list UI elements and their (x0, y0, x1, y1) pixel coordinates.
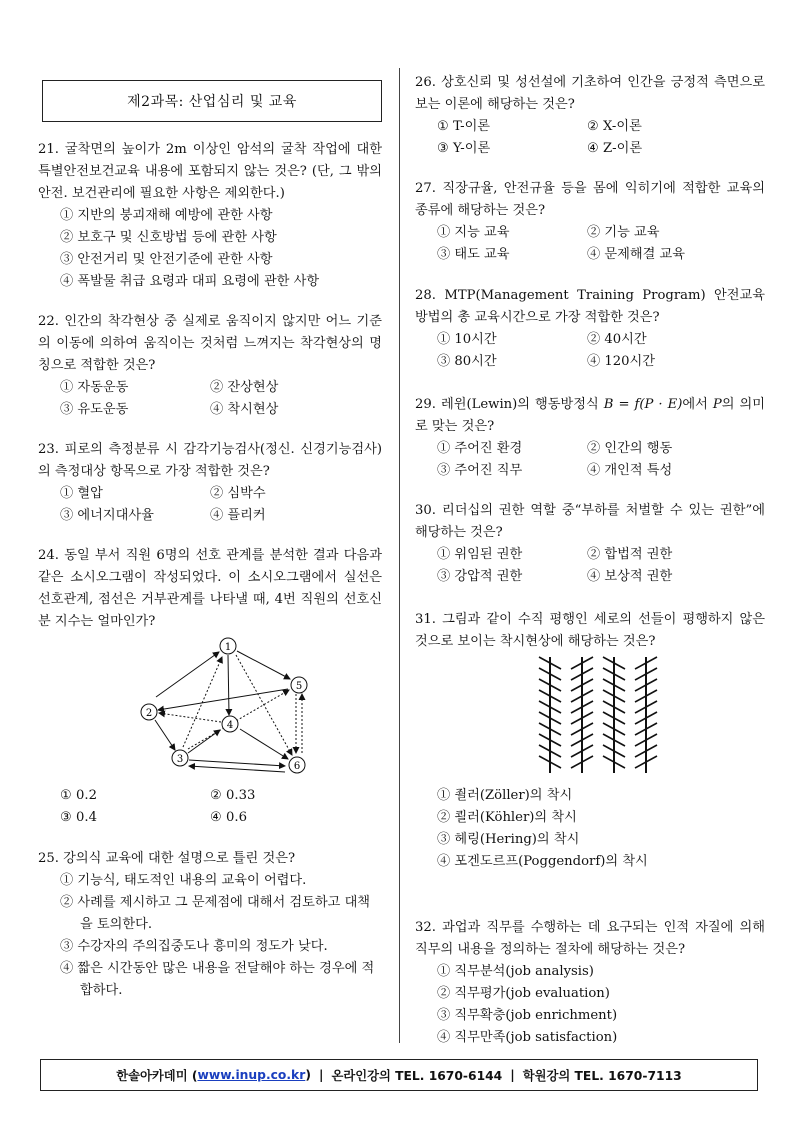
option-3[interactable]: ③ 에너지대사율 (60, 508, 154, 523)
question-stem (415, 394, 765, 438)
edge-3-6 (189, 760, 285, 766)
option-2[interactable]: ② 직무평가(job evaluation) (437, 986, 610, 1001)
option-2[interactable]: ② 쾰러(Köhler)의 착시 (437, 810, 577, 825)
question-stem: 30. 리더십의 권한 역할 중“부하를 처벌할 수 있는 권한”에 해당하는 것은? (415, 503, 765, 540)
option-1[interactable]: ① 죌러(Zöller)의 착시 (437, 788, 573, 803)
option-3[interactable]: ③ Y-이론 (437, 141, 491, 156)
option-4[interactable]: ④ 문제해결 교육 (587, 247, 686, 262)
option-4[interactable]: ④ 짧은 시간동안 많은 내용을 전달해야 하는 경우에 적합하다. (60, 961, 375, 998)
option-4[interactable]: ④ 플리커 (210, 508, 266, 523)
edge-6-3 (189, 766, 285, 772)
question-24-options (60, 785, 380, 829)
question-stem: 31. 그림과 같이 수직 평행인 세로의 선들이 평행하지 않은 것으로 보이는 착시현상에 해당하는 것은? (415, 612, 765, 649)
node-4: 4 (226, 720, 234, 731)
footer-website-link[interactable]: www.inup.co.kr (197, 1068, 306, 1082)
question-31-options (437, 785, 767, 873)
option-2[interactable]: ② 보호구 및 신호방법 등에 관한 사항 (60, 230, 277, 245)
option-2[interactable]: ② 0.33 (210, 788, 256, 803)
node-2: 2 (145, 708, 153, 719)
question-23 (38, 439, 382, 527)
question-stem: 27. 직장규율, 안전규율 등을 몸에 익히기에 적합한 교육의 종류에 해당하는 것은? (415, 181, 765, 218)
option-4[interactable]: ④ 보상적 권한 (587, 569, 673, 584)
option-1[interactable]: ① 위임된 권한 (437, 547, 523, 562)
edge-1-4 (228, 655, 229, 715)
option-1[interactable]: ① 0.2 (60, 788, 97, 803)
sociogram-diagram (130, 635, 320, 775)
option-3[interactable]: ③ 안전거리 및 안전기준에 관한 사항 (60, 252, 273, 267)
question-22 (38, 311, 382, 421)
node-6: 6 (293, 761, 301, 772)
lewin-formula: B = f(P · E) (603, 397, 683, 412)
question-stem: 21. 굴착면의 높이가 2m 이상인 암석의 굴착 작업에 대한 특별안전보건교육 내용에 포함되지 않는 것은? (단, 그 밖의 안전. 보건관리에 필요한 사항은 제외한다.) (38, 142, 382, 201)
edge-3-1 (183, 657, 222, 747)
question-stem: 23. 피로의 측정분류 시 감각기능검사(정신. 신경기능검사)의 측정대상 항목으로 가장 적합한 것은? (38, 442, 382, 479)
footer-name: 한솔아카데미 ( (116, 1069, 198, 1083)
subject-title: 제2과목: 산업심리 및 교육 (127, 94, 297, 110)
variable-p: P (712, 397, 722, 412)
option-4[interactable]: ④ 폭발물 취급 요령과 대피 요령에 관한 사항 (60, 274, 320, 289)
stem-text: 29. 레윈(Lewin)의 행동방정식 (415, 397, 604, 412)
option-2[interactable]: ② 합법적 권한 (587, 547, 673, 562)
question-30 (415, 500, 765, 588)
question-stem: 22. 인간의 착각현상 중 실제로 움직이지 않지만 어느 기준의 이동에 의하여 움직이는 것처럼 느껴지는 착각현상의 명칭으로 적합한 것은? (38, 314, 382, 373)
stem-text: 에서 (682, 397, 713, 412)
option-2[interactable]: ② 기능 교육 (587, 225, 660, 240)
question-25 (38, 848, 382, 1002)
option-1[interactable]: ① 혈압 (60, 486, 103, 501)
option-3[interactable]: ③ 태도 교육 (437, 247, 510, 262)
option-1[interactable]: ① 10시간 (437, 332, 497, 347)
edge-3-5 (188, 690, 289, 749)
edge-1-5 (237, 651, 290, 679)
option-3[interactable]: ③ 수강자의 주의집중도나 흥미의 정도가 낮다. (60, 939, 328, 954)
option-4[interactable]: ④ 포겐도르프(Poggendorf)의 착시 (437, 854, 648, 869)
footer-separator: | (510, 1068, 515, 1082)
question-stem: 25. 강의식 교육에 대한 설명으로 틀린 것은? (38, 851, 296, 866)
option-4[interactable]: ④ 직무만족(job satisfaction) (437, 1030, 618, 1045)
question-stem: 26. 상호신뢰 및 성선설에 기초하여 인간을 긍정적 측면으로 보는 이론에 해당하는 것은? (415, 75, 765, 112)
edge-1-6 (236, 655, 292, 755)
question-28 (415, 285, 765, 373)
footer-name-close: ) (305, 1068, 311, 1082)
option-3[interactable]: ③ 헤링(Hering)의 착시 (437, 832, 580, 847)
option-2[interactable]: ② 심박수 (210, 486, 266, 501)
option-4[interactable]: ④ 120시간 (587, 354, 656, 369)
node-5: 5 (295, 681, 303, 692)
option-2[interactable]: ② 사례를 제시하고 그 문제점에 대해서 검토하고 대책을 토의한다. (60, 895, 371, 932)
option-4[interactable]: ④ 착시현상 (210, 402, 279, 417)
footer-separator: | (318, 1068, 324, 1082)
option-3[interactable]: ③ 주어진 직무 (437, 463, 523, 478)
option-3[interactable]: ③ 80시간 (437, 354, 497, 369)
option-1[interactable]: ① 기능식, 태도적인 내용의 교육이 어렵다. (60, 873, 307, 888)
column-divider (399, 68, 400, 1043)
edge-2-3 (155, 720, 175, 750)
subject-title-box (42, 80, 382, 122)
option-3[interactable]: ③ 유도운동 (60, 402, 129, 417)
option-2[interactable]: ② X-이론 (587, 119, 642, 134)
option-1[interactable]: ① T-이론 (437, 119, 491, 134)
question-stem: 28. MTP(Management Training Program) 안전교육 방법의 총 교육시간으로 가장 적합한 것은? (415, 288, 765, 325)
question-27 (415, 178, 765, 266)
option-3[interactable]: ③ 0.4 (60, 810, 97, 825)
zollner-illusion-figure (530, 655, 670, 775)
question-26 (415, 72, 765, 160)
option-1[interactable]: ① 자동운동 (60, 380, 129, 395)
question-29 (415, 394, 765, 482)
edge-3-4 (188, 730, 220, 753)
stem-text: 의 의미로 맞는 것은? (415, 397, 766, 434)
option-1[interactable]: ① 지능 교육 (437, 225, 510, 240)
option-4[interactable]: ④ Z-이론 (587, 141, 643, 156)
edge-4-6 (240, 729, 288, 759)
option-4[interactable]: ④ 0.6 (210, 810, 247, 825)
option-2[interactable]: ② 40시간 (587, 332, 647, 347)
node-3: 3 (176, 754, 184, 765)
option-4[interactable]: ④ 개인적 특성 (587, 463, 673, 478)
question-21 (38, 139, 382, 293)
option-2[interactable]: ② 잔상현상 (210, 380, 279, 395)
node-1: 1 (224, 642, 232, 653)
question-31 (415, 609, 765, 653)
option-3[interactable]: ③ 직무확충(job enrichment) (437, 1008, 618, 1023)
question-stem: 24. 동일 부서 직원 6명의 선호 관계를 분석한 결과 다음과 같은 소시오그램이 작성되었다. 이 소시오그램에서 실선은 선호관계, 점선은 거부관계를 나타낼 때, 4번 직원의 선호신분 지수는 얼마인가? (38, 548, 382, 629)
option-3[interactable]: ③ 강압적 권한 (437, 569, 523, 584)
option-1[interactable]: ① 직무분석(job analysis) (437, 964, 594, 979)
page-footer (40, 1059, 758, 1091)
option-2[interactable]: ② 인간의 행동 (587, 441, 673, 456)
edge-2-1 (156, 652, 219, 697)
edge-4-2 (159, 713, 221, 722)
footer-online-tel: 온라인강의 TEL. 1670-6144 (331, 1069, 503, 1083)
option-1[interactable]: ① 주어진 환경 (437, 441, 523, 456)
question-stem: 32. 과업과 직무를 수행하는 데 요구되는 인적 자질에 의해 직무의 내용을 정의하는 절차에 해당하는 것은? (415, 920, 765, 957)
question-24 (38, 545, 382, 633)
edge-5-2 (158, 689, 288, 710)
question-32 (415, 917, 765, 1049)
option-1[interactable]: ① 지반의 붕괴재해 예방에 관한 사항 (60, 208, 273, 223)
footer-offline-tel: 학원강의 TEL. 1670-7113 (522, 1069, 682, 1083)
